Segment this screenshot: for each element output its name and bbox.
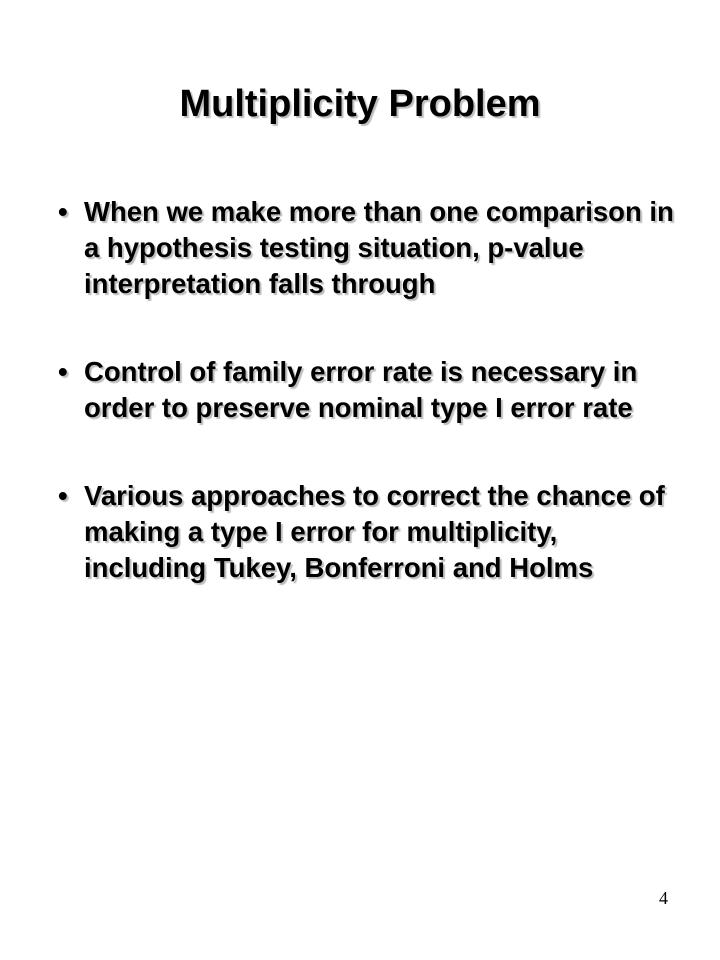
slide-title: Multiplicity Problem [179,83,541,125]
bullet-item [58,354,683,426]
bullet-text: Various approaches to correct the chance of making a type I error for multiplicity, including Tukey, Bonferroni and Holms [84,480,665,583]
bullet-icon: • [58,480,68,511]
bullet-item [58,478,683,586]
bullet-text: Control of family error rate is necessary in order to preserve nominal type I error rate [84,356,638,423]
page-number: 4 [659,888,668,908]
bullet-list [58,194,683,586]
bullet-icon: • [58,196,68,227]
bullet-text: When we make more than one comparison in a hypothesis testing situation, p-value interpretation falls through [84,196,674,299]
bullet-item [58,194,683,302]
bullet-icon: • [58,356,68,387]
